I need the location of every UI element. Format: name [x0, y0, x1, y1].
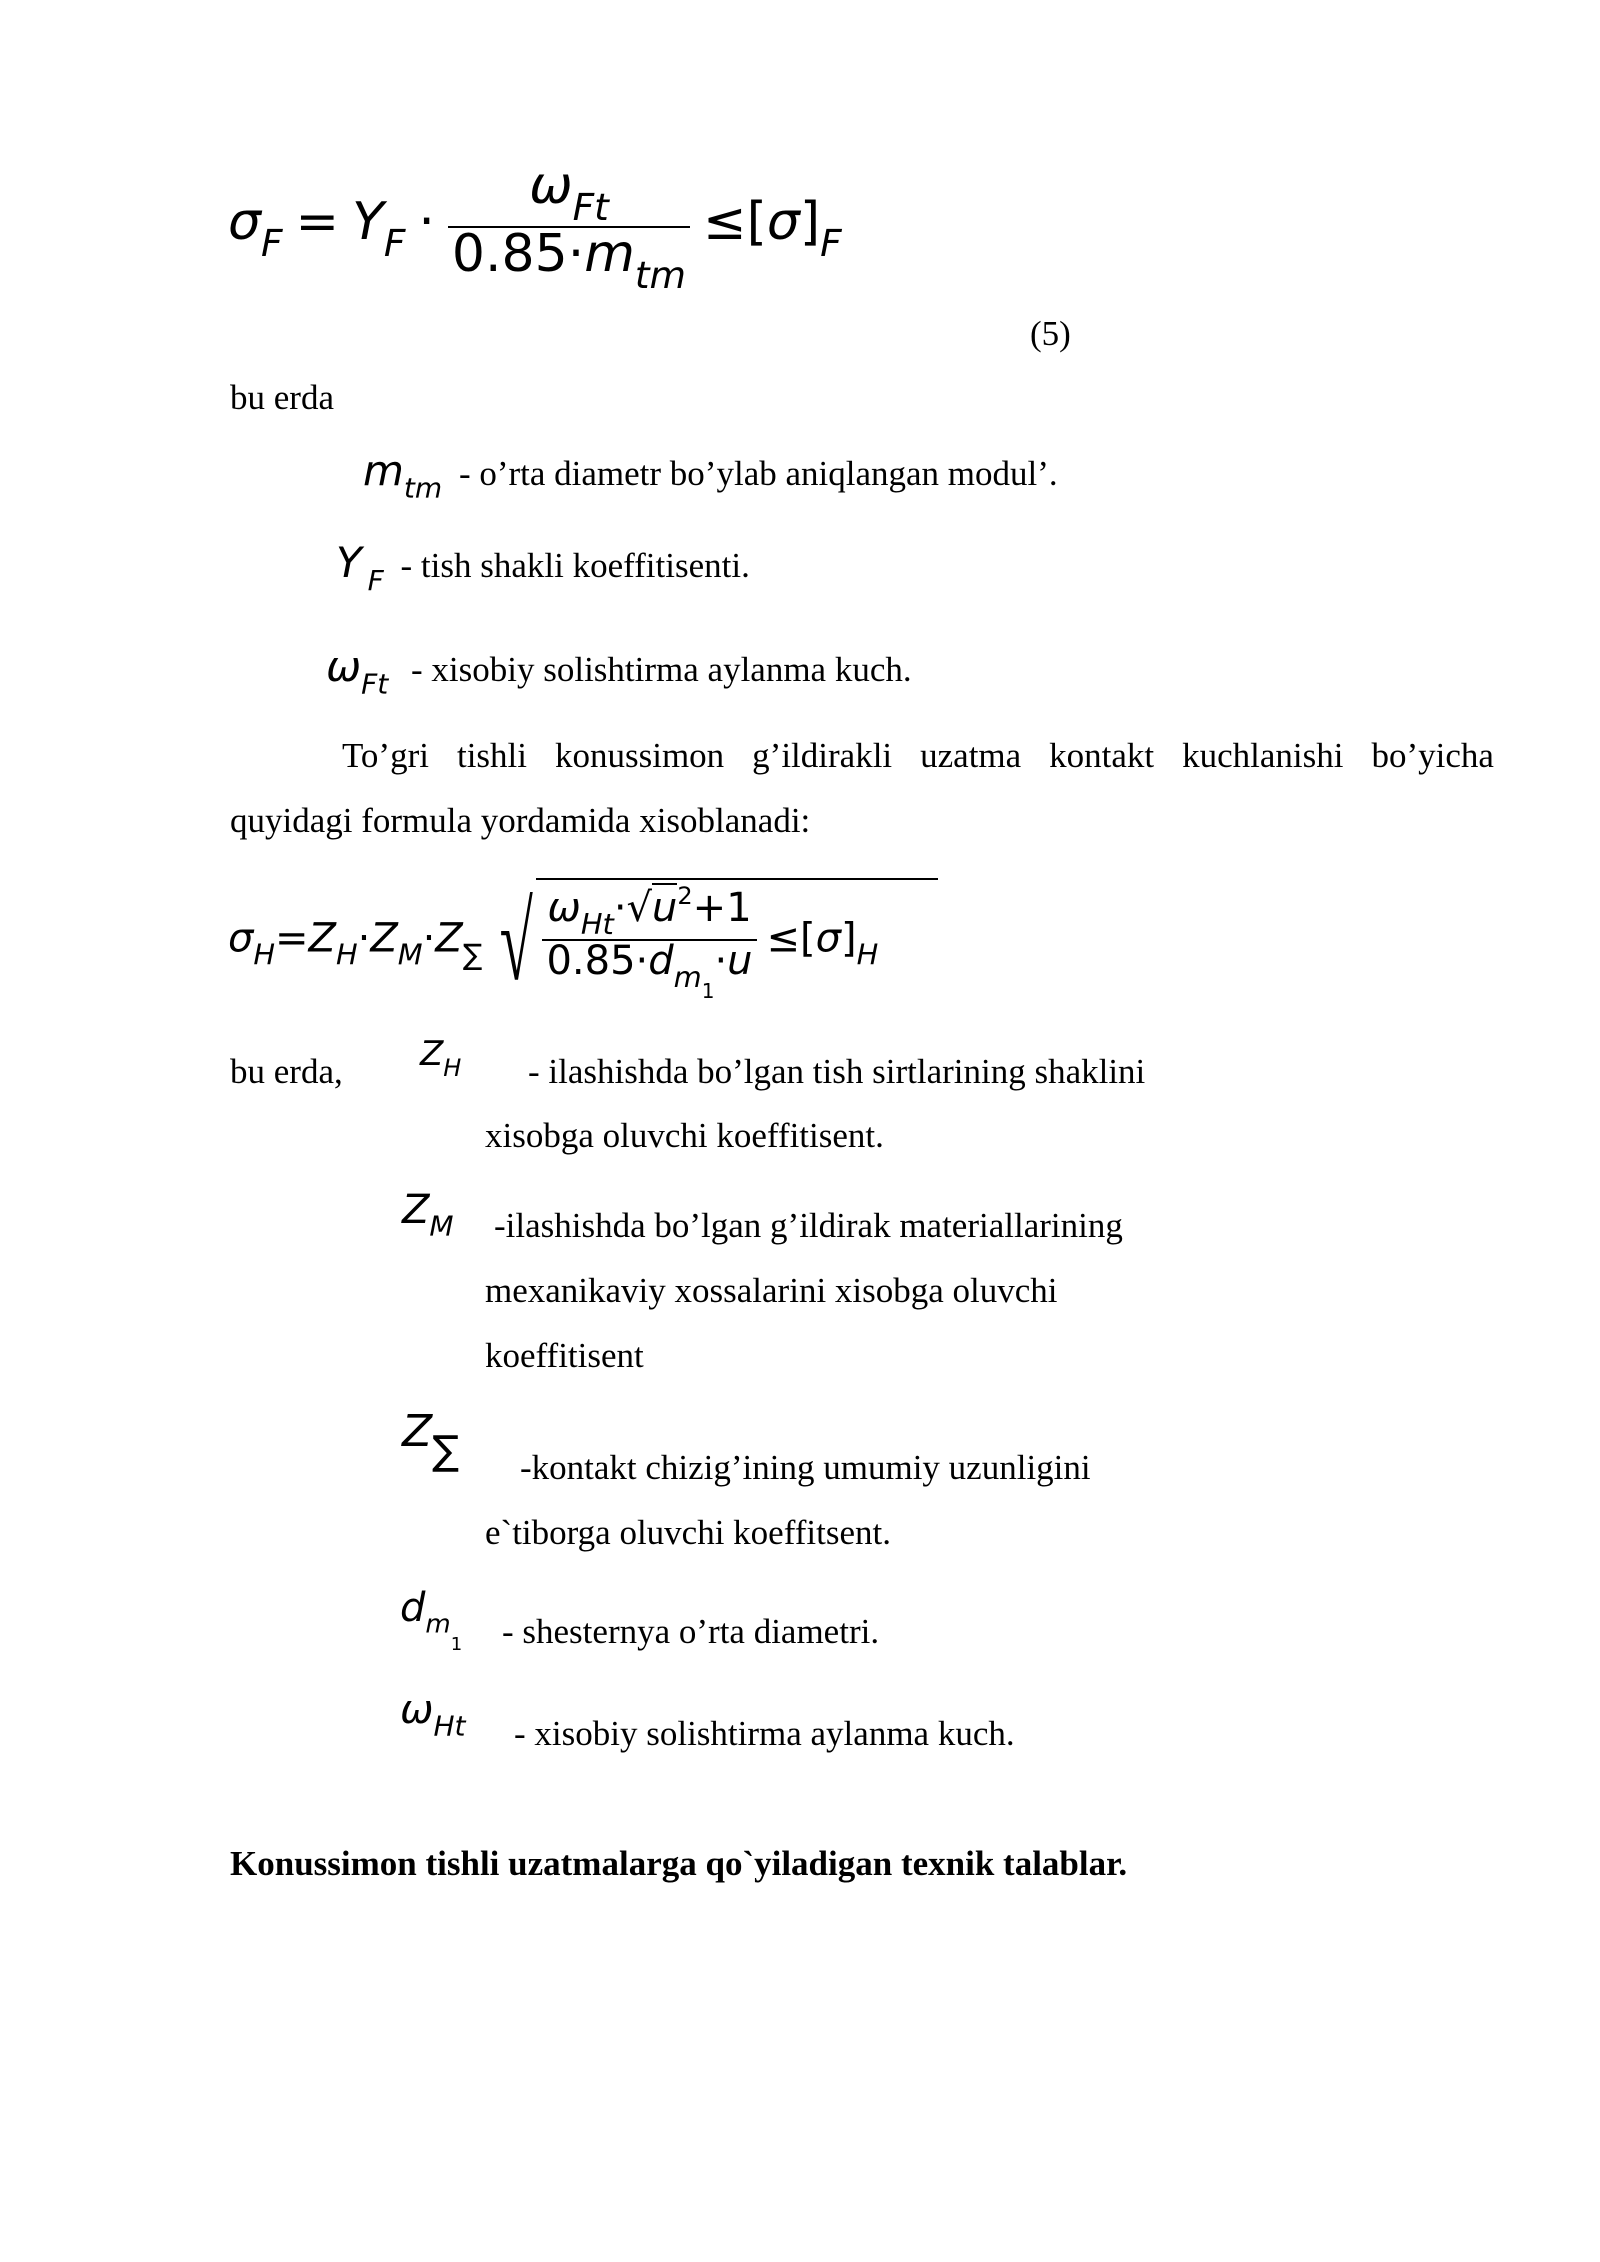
def-dm-text: - shesternya o’rta diametri.	[502, 1612, 880, 1651]
def-wft: $\omega_{Ft}$ - xisobiy solishtirma aylanma kuch.	[326, 642, 912, 701]
formula-2: $\sigma_H=Z_H\cdot Z_M\cdot Z_\sum$ √ $\frac{\omega_{Ht}\cdot√u^2+1}{0.85\cdot d_{m1}\cdot u}$ $\le[\sigma]_H$	[228, 878, 938, 1007]
def-zm-symbol: $Z_M$	[402, 1187, 454, 1243]
fraction: $\frac{\omega_{Ft}}{0.85\cdot m_{tm}}$	[448, 160, 690, 295]
formula-1: $\sigma_F = Y_F$ · $\frac{\omega_{Ft}}{0.85\cdot m_{tm}}$ $\le[\sigma]_F$	[228, 156, 842, 298]
section-heading: Konussimon tishli uzatmalarga qo`yiladigan texnik talablar.	[230, 1844, 1128, 1883]
equation-number: (5)	[1030, 314, 1071, 353]
def-zh-line-2: xisobga oluvchi koeffitisent.	[485, 1116, 884, 1155]
def-zs-line-1: -kontakt chizig’ining umumiy uzunligini	[520, 1448, 1091, 1487]
def-mtm: $m_{tm}$ - o’rta diametr bo’ylab aniqlangan modul’.	[363, 446, 1058, 505]
def-wh-text: - xisobiy solishtirma aylanma kuch.	[514, 1714, 1015, 1753]
paragraph-line-2: quyidagi formula yordamida xisoblanadi:	[230, 801, 811, 840]
def-wh-symbol: $\omega_{Ht}$	[400, 1687, 466, 1743]
def-zm-line-2: mexanikaviy xossalarini xisobga oluvchi	[485, 1271, 1058, 1310]
paragraph-line-1: To’gri tishli konussimon g’ildirakli uzatma kontakt kuchlanishi bo’yicha	[342, 736, 1494, 775]
radical-sign: √	[499, 881, 533, 1004]
bu-erda-label: bu erda	[230, 378, 334, 417]
radicand: $\frac{\omega_{Ht}\cdot√u^2+1}{0.85\cdot d_{m1}\cdot u}$ $\le[\sigma]_H$	[536, 878, 938, 1007]
def-zs-symbol: Z∑	[402, 1406, 460, 1474]
def-zh-line-1: - ilashishda bo’lgan tish sirtlarining shaklini	[528, 1052, 1146, 1091]
def-zs-line-2: e`tiborga oluvchi koeffitsent.	[485, 1513, 891, 1552]
def-yf: Y $_F$ - tish shakli koeffitisenti.	[336, 538, 750, 597]
def-zm-line-3: koeffitisent	[485, 1336, 644, 1375]
def-zh-symbol: $Z_H$	[420, 1034, 462, 1082]
def-dm-symbol: $d_{m1}$	[400, 1585, 463, 1655]
sigma-symbol: σ	[228, 192, 261, 253]
def-zm-line-1: -ilashishda bo’lgan g’ildirak materiallarining	[494, 1206, 1123, 1245]
bu-erda-label-2: bu erda,	[230, 1052, 343, 1091]
